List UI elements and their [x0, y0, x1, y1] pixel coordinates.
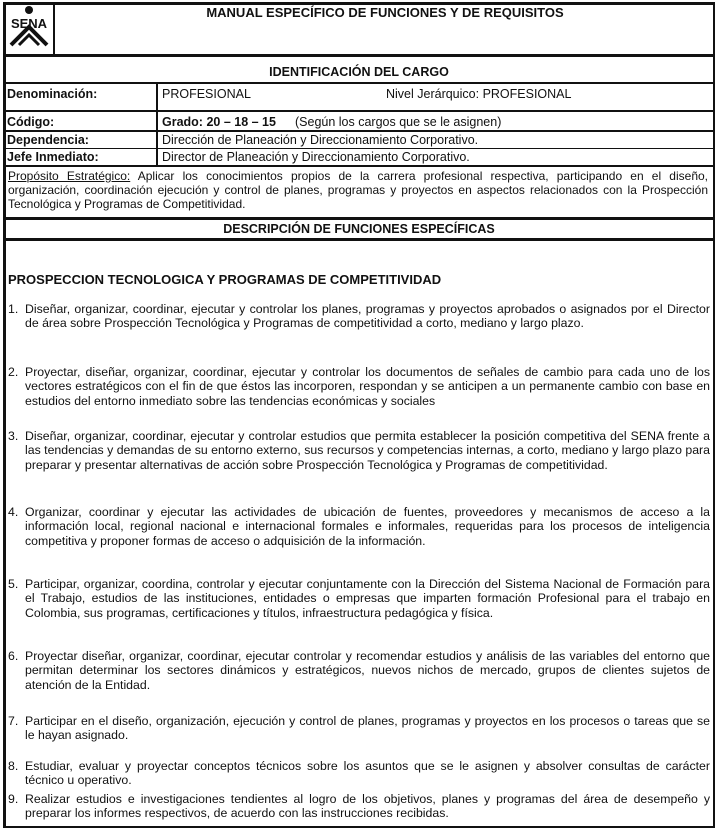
item-text: Proyectar, diseñar, organizar, coordinar, ejecutar y controlar los documentos de señales de cambio para cada uno de los vectores estratégicos con el fin de que éstos las incorporen, respondan y se anticipen a un permanente cambio con base en estudios del entorno inmediato sobre las tendencias económicas y sociales — [25, 365, 710, 408]
item-number: 7. — [8, 714, 19, 728]
row-divider — [3, 130, 715, 132]
section-divider — [3, 238, 715, 241]
document-page — [3, 2, 715, 830]
jefe-value: Director de Planeación y Direccionamiento Corporativo. — [162, 150, 470, 164]
nivel-jerarquico: Nivel Jerárquico: PROFESIONAL — [386, 87, 572, 101]
sena-logo — [7, 5, 51, 47]
logo-text: SENA — [10, 16, 48, 31]
item-number: 1. — [8, 302, 19, 316]
header-divider — [3, 54, 715, 57]
descripcion-heading: DESCRIPCIÓN DE FUNCIONES ESPECÍFICAS — [223, 222, 495, 236]
denominacion-value: PROFESIONAL — [162, 87, 251, 101]
item-number: 6. — [8, 649, 19, 663]
item-text: Participar, organizar, coordina, controlar y ejecutar conjuntamente con la Dirección del Sistema Nacional de Formación para el Trabajo, estudios de las instituciones, entidades o empresas que imparten formación Profesional para el trabajo en Colombia, sus programas, certificaciones y títulos, infraestructura pedagógica y física. — [25, 577, 710, 620]
item-number: 2. — [8, 365, 19, 379]
item-text: Estudiar, evaluar y proyectar conceptos técnicos sobre los asuntos que se le asignen y absolver consultas de carácter técnico u operativo. — [25, 759, 710, 788]
row-divider — [3, 165, 715, 167]
row-divider — [3, 110, 715, 112]
section-title: PROSPECCION TECNOLOGICA Y PROGRAMAS DE COMPETITIVIDAD — [8, 272, 442, 287]
jefe-label: Jefe Inmediato: — [7, 150, 99, 164]
identificacion-divider — [3, 82, 715, 84]
bottom-border — [3, 826, 715, 828]
item-text: Proyectar diseñar, organizar, coordinar, ejecutar controlar y recomendar estudios y análisis de las variables del entorno que permitan determinar los sectores dinámicos y estratégicos, nuevos nichos de mercado, grupos de clientes sujetos de atención de la Entidad. — [25, 649, 710, 692]
item-number: 4. — [8, 505, 19, 519]
item-number: 5. — [8, 577, 19, 591]
codigo-value: Grado: 20 – 18 – 15 — [162, 115, 276, 129]
item-text: Organizar, coordinar y ejecutar las actividades de ubicación de fuentes, proveedores y mecanismos de acceso a la información local, regional nacional e internacional formales e informales, requeridas para los procesos de inteligencia competitiva y proponer formas de acceso o adquisición de la información. — [25, 505, 710, 548]
item-number: 3. — [8, 429, 19, 443]
row-divider — [3, 148, 715, 149]
dependencia-value: Dirección de Planeación y Direccionamiento Corporativo. — [162, 133, 479, 147]
item-text: Diseñar, organizar, coordinar, ejecutar y controlar estudios que permita establecer la posición competitiva del SENA frente a las tendencias y demandas de su entorno externo, sus recursos y competencias internas, a corto, mediano y largo plazo para preparar y presentar alternativas de acción sobre Prospección Tecnológica y Programas de competitividad. — [25, 429, 710, 472]
section-divider — [3, 217, 715, 220]
item-number: 8. — [8, 759, 19, 773]
identificacion-heading: IDENTIFICACIÓN DEL CARGO — [269, 65, 449, 79]
proposito-label: Propósito Estratégico: — [8, 169, 131, 183]
proposito-estrategico — [8, 169, 708, 211]
dependencia-label: Dependencia: — [7, 133, 89, 147]
item-number: 9. — [8, 792, 19, 806]
item-text: Participar en el diseño, organización, ejecución y control de planes, programas y proyectos en los procesos o tareas que se le hayan asignado. — [25, 714, 710, 743]
proposito-text: Aplicar los conocimientos propios de la carrera profesional respectiva, participando en el diseño, organización, coordinación ejecución y control de planes, programas y proyectos en aspectos relacionados con la Prospección Tecnológica y Programas de Competitividad. — [8, 169, 708, 211]
table-column-divider — [156, 82, 158, 166]
item-text: Realizar estudios e investigaciones tendientes al logro de los objetivos, planes y programas del área de desempeño y preparar los informes respectivos, de acuerdo con las instrucciones recibidas. — [25, 792, 710, 821]
codigo-note: (Según los cargos que se le asignen) — [295, 115, 502, 129]
document-title: MANUAL ESPECÍFICO DE FUNCIONES Y DE REQUISITOS — [206, 5, 564, 20]
denominacion-label: Denominación: — [7, 87, 98, 101]
item-text: Diseñar, organizar, coordinar, ejecutar y controlar los planes, programas y proyectos aprobados o asignados por el Director de área sobre Prospección Tecnológica y Programas de competitividad a corto, mediano y largo plazo. — [25, 302, 710, 331]
codigo-label: Código: — [7, 115, 55, 129]
